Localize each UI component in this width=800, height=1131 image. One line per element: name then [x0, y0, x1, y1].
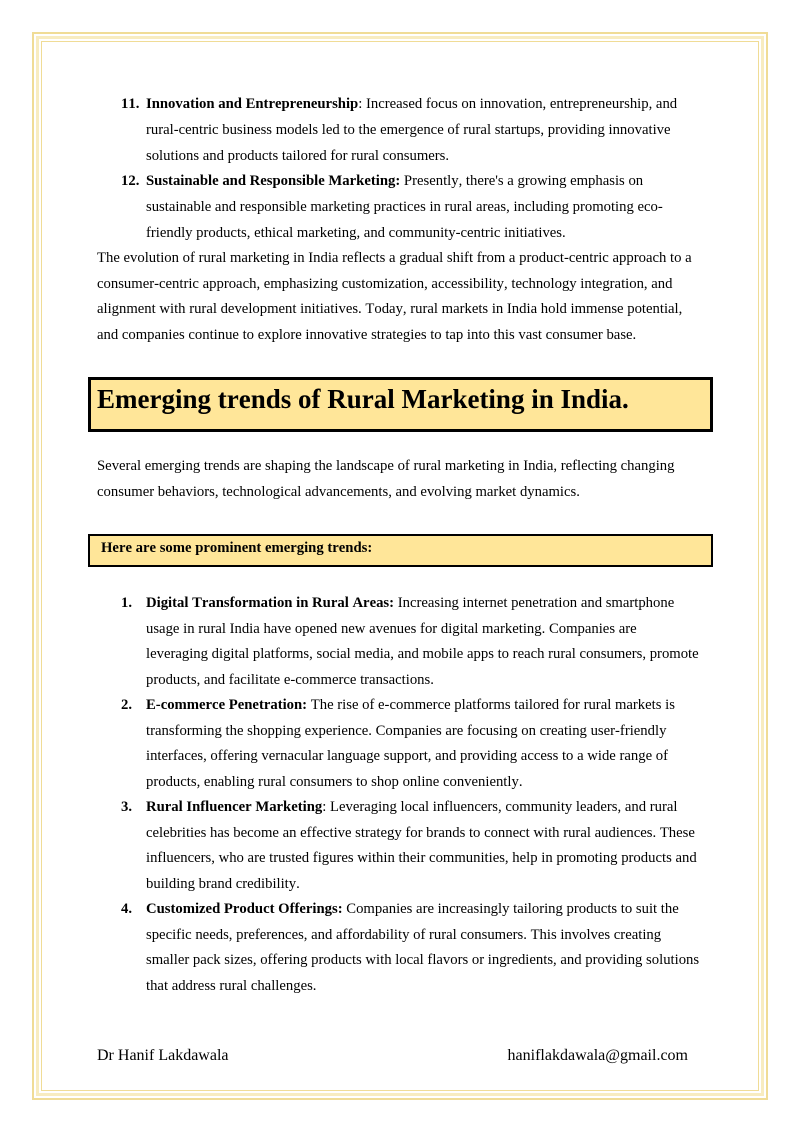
list-item-text-line: interfaces, offering vernacular language support, and providing access to a wide range of: [146, 748, 669, 764]
list-item-first-line: [0, 795, 800, 821]
section-heading: Emerging trends of Rural Marketing in India.: [97, 384, 629, 414]
list-item-number: 4.: [121, 901, 133, 917]
trend-item-ecommerce-penetration: [0, 693, 800, 795]
list-item-number: 2.: [121, 697, 133, 713]
paragraph-line: The evolution of rural marketing in India reflects a gradual shift from a product-centric approach to a: [97, 250, 692, 266]
trends-subheading: Here are some prominent emerging trends:: [101, 540, 373, 556]
intro-list: [0, 92, 800, 247]
evolution-paragraph: [0, 246, 800, 348]
list-item-text-line: smaller pack sizes, offering products with local flavors or ingredients, and providing solutions: [146, 952, 700, 968]
list-item-title: Rural Influencer Marketing: [146, 799, 323, 815]
footer-email: haniflakdawala@gmail.com: [507, 1047, 688, 1064]
list-item-text-line: building brand credibility.: [146, 875, 300, 892]
paragraph-line: Several emerging trends are shaping the landscape of rural marketing in India, reflecting changing: [97, 458, 675, 474]
trend-item-digital-transformation: [0, 591, 800, 693]
list-item-number: 1.: [121, 595, 133, 611]
list-item-text-line: influencers, who are trusted figures within their communities, help in promoting products and: [146, 850, 697, 866]
list-item-title: Sustainable and Responsible Marketing:: [146, 173, 401, 190]
paragraph-line: consumer-centric approach, emphasizing customization, accessibility, technology integration, and: [97, 275, 673, 292]
list-item-text: Increasing internet penetration and smartphone: [394, 595, 675, 611]
list-item-text-line: leveraging digital platforms, social media, and mobile apps to reach rural consumers, promote: [146, 646, 699, 662]
list-item-text: Presently, there's a growing emphasis on: [400, 173, 644, 190]
list-item-text: : Leveraging local influencers, community leaders, and rural: [322, 799, 678, 815]
list-item-text-line: that address rural challenges.: [146, 977, 317, 994]
paragraph-line: and companies continue to explore innovative strategies to tap into this vast consumer base.: [97, 326, 637, 343]
list-item-first-line: [0, 92, 800, 118]
section-intro-paragraph: [0, 454, 800, 505]
list-item-number: 12.: [121, 173, 140, 190]
list-item-first-line: [0, 897, 800, 923]
list-item-text-line: products, and facilitate e-commerce transactions.: [146, 671, 434, 688]
list-item-number: 11.: [121, 96, 140, 112]
footer-author: Dr Hanif Lakdawala: [97, 1047, 229, 1064]
list-item-text-line: usage in rural India have opened new avenues for digital marketing. Companies are: [146, 620, 637, 637]
paragraph-line: consumer behaviors, technological advancements, and evolving market dynamics.: [97, 483, 580, 500]
list-item-text: : Increased focus on innovation, entrepreneurship, and: [358, 96, 678, 112]
list-item-text-line: rural-centric business models led to the emergence of rural startups, providing innovative: [146, 121, 671, 138]
list-item-title: E-commerce Penetration:: [146, 697, 308, 713]
trends-list: [0, 591, 800, 999]
list-item-title: Customized Product Offerings:: [146, 901, 343, 917]
list-item-number: 3.: [121, 799, 133, 815]
list-item-text: Companies are increasingly tailoring products to suit the: [342, 901, 679, 917]
list-item-innovation-entrepreneurship: [0, 92, 800, 169]
list-item-text-line: celebrities has become an effective strategy for brands to connect with rural audiences. These: [146, 824, 695, 841]
list-item-sustainable-marketing: [0, 169, 800, 246]
list-item-first-line: [0, 693, 800, 719]
list-item-first-line: [0, 169, 800, 195]
section-heading-box: [88, 377, 713, 432]
list-item-title: Digital Transformation in Rural Areas:: [146, 595, 395, 611]
list-item-text-line: friendly products, ethical marketing, and community-centric initiatives.: [146, 224, 566, 241]
trend-item-rural-influencer-marketing: [0, 795, 800, 897]
paragraph-line: alignment with rural development initiatives. Today, rural markets in India hold immense potential,: [97, 301, 683, 318]
trend-item-customized-product-offerings: [0, 897, 800, 999]
list-item-text-line: solutions and products tailored for rural consumers.: [146, 147, 450, 164]
list-item-text-line: sustainable and responsible marketing practices in rural areas, including promoting eco-: [146, 199, 663, 216]
list-item-text-line: specific needs, preferences, and affordability of rural consumers. This involves creating: [146, 926, 662, 943]
list-item-text-line: transforming the shopping experience. Companies are focusing on creating user-friendly: [146, 722, 667, 739]
list-item-title: Innovation and Entrepreneurship: [146, 96, 359, 112]
trends-subheading-box: [88, 534, 713, 567]
list-item-first-line: [0, 591, 800, 617]
list-item-text: The rise of e-commerce platforms tailored for rural markets is: [307, 697, 675, 713]
list-item-text-line: products, enabling rural consumers to shop online conveniently.: [146, 773, 523, 790]
